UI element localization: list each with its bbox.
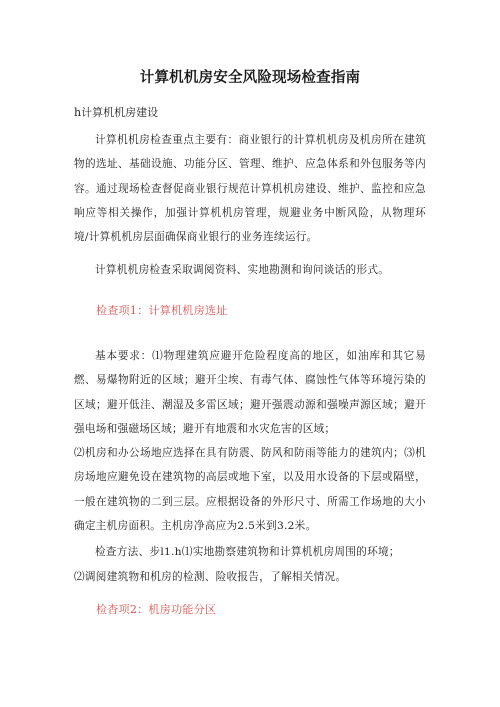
paragraph-method: 计算机机房检查采取调阅资料、实地勘测和询问谈话的形式。 — [95, 264, 390, 276]
section-heading: h计算机机房建设 — [74, 106, 159, 119]
page-title: 计算机机房安全风险现场检查指南 — [139, 70, 361, 86]
check-item-heading-1: 检查项1：计算机机房选址 — [96, 304, 228, 317]
paragraph-basic-requirements: 基本要求：⑴物理建筑应避开危险程度高的地区，如油库和其它易燃、易爆物附近的区域；避开尘埃、有毒气体、腐蚀性气体等环境污染的区域；避开低洼、潮湿及多雷区域；避开强震动源和强噪声源区域；避开强电场和强磁场区域；避开有地震和水灾危害的区域； — [74, 350, 426, 435]
paragraph-review-reports: ⑵调阅建筑物和机房的检测、险收报告，了解相关情况。 — [74, 571, 347, 583]
paragraph-building-requirements: ⑵机房和办公场地应选择在具有防震、防风和防雨等能力的建筑内；⑶机房场地应避免设在建筑物的高层或地下室，以及用水设备的下层或隔壁，一般在建筑物的二到三层。应根据设备的外形尺寸、所需工作场地的大小确定主机房面积。主机房净高应为2.5米到3.2米。 — [74, 447, 426, 532]
paragraph-overview: 计算机机房检查重点主要有：商业银行的计算机机房及机房所在建筑物的选址、基础设施、功能分区、管理、维护、应急体系和外包服务等内容。通过现场检查督促商业银行规范计算机机房建设、维护、监控和应急响应等相关操作，加强计算机机房管理，规避业务中断风险，从物理环境/计算机机房层面确保商业银行的业务连续运行。 — [74, 134, 426, 244]
check-item-heading-2: 检杳项2：机房功能分区 — [96, 603, 217, 616]
paragraph-check-steps: 检查方法、步l1.h⑴实地勘察建筑物和计算机机房周围的环境； — [95, 546, 400, 558]
